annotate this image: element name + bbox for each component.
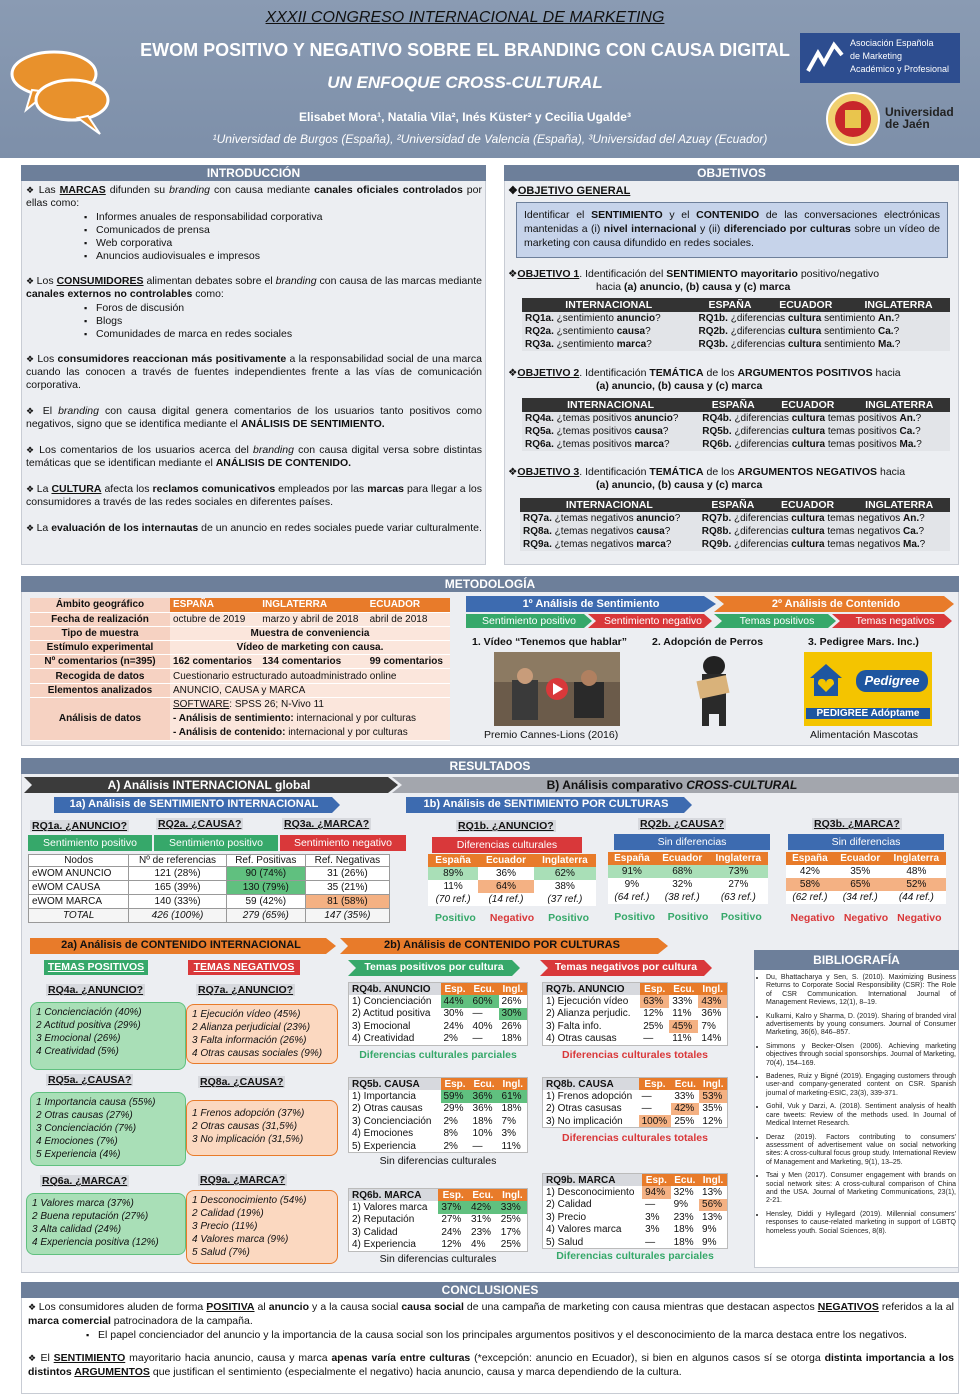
rq2b-label: RQ2b. ¿CAUSA?	[640, 818, 724, 830]
rq9a-box: 1 Desconocimiento (54%) 2 Calidad (19%) 3 Precio (11%) 4 Valores marca (9%) 5 Salud (7%)	[186, 1190, 338, 1264]
rq1b-label: RQ1b. ¿ANUNCIO?	[458, 820, 554, 832]
aem-logo-icon	[806, 41, 844, 75]
s1a-title: 1a) Análisis de SENTIMIENTO INTERNACIONAL	[69, 798, 319, 810]
rq3b-label: RQ3b. ¿MARCA?	[814, 818, 900, 830]
resultados-a-title: A) Análisis INTERNACIONAL global	[107, 778, 311, 792]
rq3b-verdicts: Negativo Negativo Negativo	[790, 912, 942, 924]
objetivo-general-box: Identificar el SENTIMIENTO y el CONTENIDO de las conversaciones electrónicas mantenidas a (i) nivel internacional y (ii) diferenciado por culturas sobre un vídeo de marketing con causa difundido en redes sociales.	[516, 202, 948, 258]
video-1-caption: Premio Cannes-Lions (2016)	[484, 729, 619, 741]
poster-subtitle: UN ENFOQUE CROSS-CULTURAL	[327, 73, 603, 92]
rq1b-verdicts: Positivo Negativo Positivo	[434, 912, 589, 924]
intro-text: ❖ Las MARCAS difunden su branding con causa mediante canales oficiales controlados por ellas como: ▪ Informes anuales de responsabilidad corporativa ▪ Comunicados de prensa ▪ Web corporativa ▪ Anuncios audiovisuales e impresos ❖ Los CONSUMIDORES alimentan debates sobre el branding con causa de las marcas mediante canales externos no controlables como: ▪ Foros de discusión ▪ Blogs ▪ Comunidades de marca en redes sociales ❖ Los consumidores reaccionan más positivamente a la responsabilidad social de una marca cuando las conocen a través de fuentes independientes frente a las vías de comunicación corporativa. ❖ El branding con causa digital genera comentarios de los usuarios tanto positivos como negativos, signo que se identifica mediante el ANÁLISIS DE SENTIMIENTO. ❖ Los comentarios de los usuarios acerca del branding con causa digital versa sobre distintas temáticas que se identifican mediante el ANÁLISIS DE CONTENIDO. ❖ La CULTURA afecta los reclamos comunicativos empleados por las marcas para llegar a los consumidores a través de las redes sociales en diferentes países. ❖ La evaluación de los internautas de un anuncio en redes sociales puede variar culturalmente.	[26, 184, 482, 542]
tag-sentimiento-negativo: Sentimiento negativo	[603, 615, 703, 627]
s2a-title: 2a) Análisis de CONTENIDO INTERNACIONAL	[61, 939, 301, 951]
rq2a-result: Sentimiento positivo	[154, 835, 278, 851]
step1-label: 1º Análisis de Sentimiento	[522, 598, 660, 610]
pedigree-logo: Pedigree PEDIGREE Adóptame	[804, 652, 932, 726]
rq7a-label: RQ7a. ¿ANUNCIO?	[198, 984, 294, 996]
rq2a-label: RQ2a. ¿CAUSA?	[158, 818, 242, 830]
rq8a-box: 1 Frenos adopción (37%) 2 Otras causas (31,5%) 3 No implicación (31,5%)	[186, 1100, 338, 1156]
nodes-table: Nodos Nº de referencias Ref. Positivas Ref. Negativas eWOM ANUNCIO 121 (28%) 90 (74%) 31 (26%) eWOM CAUSA 165 (39%) 130 (79%) 35 (21%) eWOM MARCA 140 (33%) 59 (42%) 81 (58%) TOTAL 426 (100%) 279 (65%) 147 (35%)	[28, 854, 390, 923]
affiliations: ¹Universidad de Burgos (España), ²Universidad de Valencia (España), ³Universidad del Azuay (Ecuador)	[212, 132, 768, 146]
metodologia-title: METODOLOGÍA	[21, 576, 959, 592]
tag-sentimiento-positivo: Sentimiento positivo	[482, 615, 576, 627]
congress-title: XXXII CONGRESO INTERNACIONAL DE MARKETING	[265, 9, 665, 26]
uja-logo: Universidad de Jaén	[825, 90, 965, 148]
rq4a-box: 1 Concienciación (40%) 2 Actitud positiva (29%) 3 Emocional (26%) 4 Creatividad (5%)	[30, 1002, 186, 1070]
objetivo-3-table: INTERNACIONAL ESPAÑA ECUADOR INGLATERRA RQ7a. ¿temas negativos anuncio? RQ7b. ¿diferencias cultura temas negativos An.? RQ8a. ¿temas negativos causa? RQ8b. ¿diferencias cultura temas negativos Ca.? RQ9a. ¿temas negativos marca? RQ9b. ¿diferencias cultura temas negativos Ma.?	[520, 498, 950, 551]
metodologia-table: Ámbito geográfico ESPAÑA INGLATERRA ECUADOR Fecha de realización octubre de 2019 marzo y abril de 2018 abril de 2018 Tipo de muestra Muestra de conveniencia Estímulo experimental Vídeo de marketing con causa. Nº comentarios (n=395) 162 comentarios 134 comentarios 99 comentarios Recogida de datos Cuestionario estructurado autoadministrado online Elementos analizados ANUNCIO, CAUSA y MARCA Análisis de datos SOFTWARE: SPSS 26; N-Vivo 11 - Análisis de sentimiento: internacional y por culturas - Análisis de contenido: internacional y por culturas	[30, 598, 450, 741]
tag-temas-positivos: Temas positivos	[739, 615, 815, 627]
speech-bubbles-icon	[8, 30, 118, 140]
temas-pos-cultura-label: Temas positivos por cultura	[364, 961, 504, 973]
s2b-title: 2b) Análisis de CONTENIDO POR CULTURAS	[384, 939, 620, 951]
uja-seal-icon	[825, 90, 881, 148]
rq1b-table: España Ecuador Inglaterra 89% 36% 62% 11% 64% 38% (70 ref.) (14 ref.) (37 ref.)	[428, 854, 596, 906]
step2-label: 2º Análisis de Contenido	[771, 598, 901, 610]
rq5a-label: RQ5a. ¿CAUSA?	[48, 1074, 132, 1086]
rq8b-block: RQ8b. CAUSA Esp. Ecu. Ingl. 1) Frenos adopción — 33% 53% 2) Otras casusas — 42% 35% 3) No implicación 100% 25% 12% Diferencias culturales totales	[542, 1077, 728, 1144]
rq9b-block: RQ9b. MARCA Esp. Ecu. Ingl. 1) Desconocimiento 94% 32% 13% 2) Calidad — 9% 56% 3) Precio 3% 23% 13% 4) Valores marca 3% 18% 9% 5) Salud — 18% 9% Diferencias culturales parciales	[542, 1173, 728, 1262]
video-still-image	[494, 652, 620, 726]
s1b-title: 1b) Análisis de SENTIMIENTO POR CULTURAS	[423, 798, 669, 810]
rq3b-result: Sin diferencias	[788, 834, 944, 850]
rq6a-box: 1 Valores marca (37%) 2 Buena reputación (27%) 3 Alta calidad (24%) 4 Experiencia positiva (12%)	[26, 1193, 186, 1255]
objetivos-title: OBJETIVOS	[504, 165, 959, 181]
tag-temas-negativos: Temas negativos	[855, 615, 935, 627]
conclusiones-title: CONCLUSIONES	[21, 1282, 959, 1298]
poster-title: EWOM POSITIVO Y NEGATIVO SOBRE EL BRANDING CON CAUSA DIGITAL	[140, 40, 790, 60]
objetivo-1-text: ❖OBJETIVO 1. Identificación del SENTIMIENTO mayoritario positivo/negativo hacia (a) anuncio, (b) causa y (c) marca	[508, 268, 880, 293]
intro-title: INTRODUCCIÓN	[21, 165, 486, 181]
rq4b-block: RQ4b. ANUNCIO Esp. Ecu. Ingl. 1) Concienciación 44% 60% 26% 2) Actitud positiva 30% — 30% 3) Emocional 24% 40% 26% 4) Creatividad 2% — 18% Diferencias culturales parciales	[348, 982, 528, 1061]
objetivo-1-table: INTERNACIONAL ESPAÑA ECUADOR INGLATERRA RQ1a. ¿sentimiento anuncio? RQ1b. ¿diferencias cultura sentimiento An.? RQ2a. ¿sentimiento causa? RQ2b. ¿diferencias cultura sentimiento Ca.? RQ3a. ¿sentimiento marca? RQ3b. ¿diferencias cultura sentimiento Ma.?	[522, 298, 950, 351]
rq2b-result: Sin diferencias	[614, 834, 770, 850]
rq2b-verdicts: Positivo Positivo Positivo	[614, 911, 762, 923]
conclusiones-text: ❖ Los consumidores aluden de forma POSITIVA al anuncio y a la causa social causa social de una campaña de marketing con causa mientras que destacan aspectos NEGATIVOS referidos a la al marca comercial patrocinadora de la campaña. ▪ El papel concienciador del anuncio y la importancia de la causa social son los principales argumentos positivos y el desconocimiento de la marca destaca entre los negativos. ❖ El SENTIMIENTO mayoritario hacia anuncio, causa y marca apenas varía entre culturas (*excepción: anuncio en Ecuador), si bien en algunos casos sí se otorga distinta importancia a los distintos ARGUMENTOS que justifican el sentimiento (especialmente el negativo) hacia anuncio, causa y marca dependiendo de la cultura.	[28, 1301, 954, 1379]
video-2-title: 2. Adopción de Perros	[652, 636, 764, 648]
bibliografia-title: BIBLIOGRAFÍA	[754, 950, 959, 970]
rq7a-box: 1 Ejecución vídeo (45%) 2 Alianza perjudicial (23%) 3 Falta información (26%) 4 Otras causas sociales (9%)	[186, 1004, 338, 1064]
objetivo-general-label: OBJETIVO GENERAL	[517, 185, 631, 197]
rq5a-box: 1 Importancia causa (55%) 2 Otras causas (27%) 3 Concienciación (7%) 4 Emociones (7%) 5 Experiencia (4%)	[30, 1092, 186, 1166]
temas-negativos-label: TEMAS NEGATIVOS	[188, 960, 300, 975]
resultados-b-title: B) Análisis comparativo CROSS-CULTURAL	[546, 778, 798, 792]
resultados-title: RESULTADOS	[21, 758, 959, 774]
rq6b-block: RQ6b. MARCA Esp. Ecu. Ingl. 1) Valores marca 37% 42% 33% 2) Reputación 27% 31% 25% 3) Calidad 24% 23% 17% 4) Experiencia 12% 4% 25% Sin diferencias culturales	[348, 1188, 528, 1265]
authors: Elisabet Mora¹, Natalia Vila², Inés Küster² y Cecilia Ugalde³	[299, 110, 631, 124]
bibliografia-list: • Du, Bhattacharya y Sen, S. (2010). Maximizing Business Returns to Corporate Social Responsibility (CSR): The Role of CSR Communication. International Journal of Management Reviews, 12(1), 8–19. • Kulkarni, Kalro y Sharma, D. (2019). Sharing of branded viral advertisements by young consumers. Journal of Consumer Marketing, 36(6), 846–857. • Simmons y Becker-Olsen (2006). Achieving marketing objectives through social sponsorships. Journal of Marketing, 70(4), 154–169. • Badenes, Ruiz y Bigné (2019). Engaging customers through user-and company-generated content on CSR. Spanish journal of marketing-ESIC, 23(3), 339-371. • Gohil, Vuk y Darzi, A. (2018). Sentiment analysis of health care tweets: Review of the methods used. In Journal of Medical Internet Research. • Deraz (2019). Factors contributing to consumers' assessment of advertisement value on social networking sites: A cross-cultural focus group study. International Review of Management and Marketing, 9(1), 13–25. • Tsai y Men (2017). Consumer engagement with brands on social network sites: A cross-cultural comparison of China and the USA. Journal of Marketing Communications, 23(1), 2-21. • Hensley, Diddi y Hyllegard (2019). Millennial consumers' responses to cause-related marketing in support of LGBTQ homeless youth. Social Sciences, 8(8).	[758, 974, 956, 1241]
objetivo-2-table: INTERNACIONAL ESPAÑA ECUADOR INGLATERRA RQ4a. ¿temas positivos anuncio? RQ4b. ¿diferencias cultura temas positivos An.? RQ5a. ¿temas positivos causa? RQ5b. ¿diferencias cultura temas positivos Ca.? RQ6a. ¿temas positivos marca? RQ6b. ¿diferencias cultura temas positivos Ma.?	[522, 398, 950, 451]
video-1-title: 1. Vídeo “Tenemos que hablar”	[472, 636, 628, 648]
aem-logo: Asociación Española de Marketing Académico y Profesional	[800, 33, 960, 83]
rq3a-label: RQ3a. ¿MARCA?	[284, 818, 370, 830]
video-3-caption: Alimentación Mascotas	[810, 729, 918, 741]
temas-neg-cultura-label: Temas negativos por cultura	[554, 961, 698, 973]
rq9a-label: RQ9a. ¿MARCA?	[200, 1174, 286, 1186]
rq2b-table: España Ecuador Inglaterra 91% 68% 73% 9% 32% 27% (64 ref.) (38 ref.) (63 ref.)	[608, 852, 768, 904]
rq4a-label: RQ4a. ¿ANUNCIO?	[48, 984, 144, 996]
temas-positivos-label: TEMAS POSITIVOS	[44, 960, 148, 975]
rq5b-block: RQ5b. CAUSA Esp. Ecu. Ingl. 1) Importancia 59% 36% 61% 2) Otras causas 29% 36% 18% 3) Concienciación 2% 18% 7% 4) Emociones 8% 10% 3% 5) Experiencia 2% — 11% Sin diferencias culturales	[348, 1077, 528, 1167]
rq1b-result: Diferencias culturales	[432, 837, 582, 853]
rq8a-label: RQ8a. ¿CAUSA?	[200, 1076, 284, 1088]
dog-image	[684, 652, 744, 728]
objetivo-3-text: ❖OBJETIVO 3. Identificación TEMÁTICA de los ARGUMENTOS NEGATIVOS hacia (a) anuncio, (b) causa y (c) marca	[508, 466, 906, 491]
rq1a-label: RQ1a. ¿ANUNCIO?	[32, 820, 128, 832]
rq1a-result: Sentimiento positivo	[28, 835, 152, 851]
rq7b-block: RQ7b. ANUNCIO Esp. Ecu. Ingl. 1) Ejecución vídeo 63% 33% 43% 2) Alianza perjudic. 12% 11% 36% 3) Falta info. 25% 45% 7% 4) Otras causas — 11% 14% Diferencias culturales totales	[542, 982, 728, 1061]
house-heart-icon	[808, 662, 844, 700]
rq3b-table: España Ecuador Inglaterra 42% 35% 48% 58% 65% 52% (62 ref.) (34 ref.) (44 ref.)	[786, 852, 946, 904]
rq6a-label: RQ6a. ¿MARCA?	[42, 1175, 128, 1187]
objetivo-2-text: ❖OBJETIVO 2. Identificación TEMÁTICA de los ARGUMENTOS POSITIVOS hacia (a) anuncio, (b) causa y (c) marca	[508, 367, 901, 392]
rq3a-result: Sentimiento negativo	[280, 835, 406, 851]
video-3-title: 3. Pedigree Mars. Inc.)	[808, 636, 919, 648]
